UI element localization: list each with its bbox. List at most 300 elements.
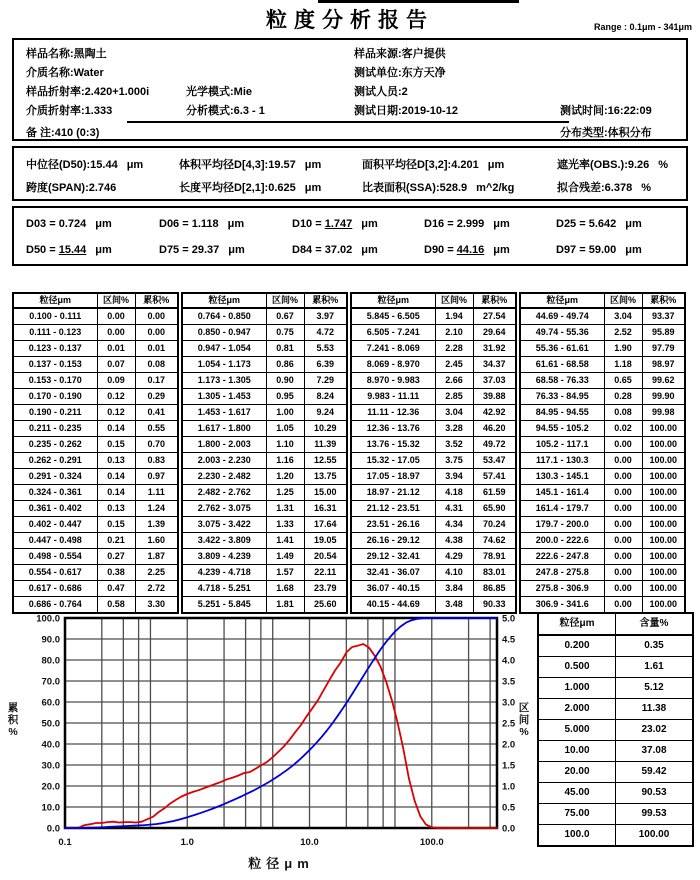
- cell-size-range: 2.230 - 2.482: [182, 469, 266, 485]
- field-value: 2.420+1.000i: [84, 86, 150, 98]
- table-row: [13, 308, 178, 325]
- d-value-number: 1.118: [191, 218, 219, 230]
- cell-size-range: 1.173 - 1.305: [182, 373, 266, 389]
- cell-size-range: 0.498 - 0.554: [13, 549, 97, 565]
- cell-interval: 3.48: [435, 597, 473, 614]
- summary-item: [362, 179, 514, 195]
- cell-cumulative: 100.00: [642, 565, 685, 581]
- cell-size-range: 3.075 - 3.422: [182, 517, 266, 533]
- table-row: [13, 453, 178, 469]
- cell-interval: 0.81: [266, 341, 304, 357]
- summary-unit: %: [641, 182, 651, 194]
- cell-size-range: 55.36 - 61.61: [520, 341, 604, 357]
- d-value-number: 2.999: [456, 218, 485, 230]
- distribution-table-group: [519, 292, 686, 614]
- cell-size-range: 84.95 - 94.55: [520, 405, 604, 421]
- cell-cumulative: 2.72: [135, 581, 178, 597]
- table-row: [182, 469, 347, 485]
- summary-item: [557, 156, 668, 172]
- right-axis-tick: 1.5: [502, 760, 516, 772]
- cell-interval: 0.65: [604, 373, 642, 389]
- cell-size-range: 145.1 - 161.4: [520, 485, 604, 501]
- table-row: [13, 533, 178, 549]
- table-row: [13, 581, 178, 597]
- column-header: 累积%: [473, 293, 516, 308]
- d-value-unit: μm: [228, 244, 245, 256]
- cell-interval: 0.13: [97, 453, 135, 469]
- cell-interval: 0.90: [266, 373, 304, 389]
- cell-cumulative: 13.75: [304, 469, 347, 485]
- cell-size-range: 0.554 - 0.617: [13, 565, 97, 581]
- table-row: [351, 373, 516, 389]
- cell-size-range: 7.241 - 8.069: [351, 341, 435, 357]
- cell-interval: 0.14: [97, 421, 135, 437]
- cell-cumulative: 0.01: [135, 341, 178, 357]
- table-row: [520, 437, 685, 453]
- right-axis-title: 区间%: [518, 702, 530, 738]
- cell-size-range: 0.617 - 0.686: [13, 581, 97, 597]
- cell-interval: 0.00: [604, 597, 642, 614]
- table-row: [520, 373, 685, 389]
- cell-value: 0.35: [616, 635, 694, 657]
- cell-interval: 1.25: [266, 485, 304, 501]
- cell-cumulative: 93.37: [642, 308, 685, 325]
- cell-interval: 0.27: [97, 549, 135, 565]
- cell-cumulative: 7.29: [304, 373, 347, 389]
- cell-value: 5.12: [616, 678, 694, 699]
- summary-item: [179, 156, 321, 172]
- cell-size-range: 1.054 - 1.173: [182, 357, 266, 373]
- left-axis-tick: 10.0: [41, 802, 60, 814]
- cell-cumulative: 1.24: [135, 501, 178, 517]
- table-row: [520, 325, 685, 341]
- right-axis-tick: 0.5: [502, 802, 516, 814]
- cell-interval: 0.12: [97, 389, 135, 405]
- cell-interval: 4.34: [435, 517, 473, 533]
- cell-cumulative: 0.00: [135, 325, 178, 341]
- right-axis-tick: 3.5: [502, 676, 516, 688]
- field-value: 2: [401, 86, 408, 98]
- d-value-unit: μm: [625, 244, 642, 256]
- cell-interval: 0.58: [97, 597, 135, 614]
- cell-interval: 1.16: [266, 453, 304, 469]
- summary-unit: μm: [304, 182, 322, 194]
- content-table: [537, 612, 694, 847]
- cell-value: 20.00: [538, 762, 616, 783]
- table-row: [13, 373, 178, 389]
- cell-size-range: 0.686 - 0.764: [13, 597, 97, 614]
- d-value-item: [26, 218, 112, 230]
- d-value-item: [159, 244, 245, 256]
- table-row: [351, 308, 516, 325]
- cell-cumulative: 12.55: [304, 453, 347, 469]
- d-value-label: D06 =: [159, 218, 192, 230]
- d-value-label: D50 =: [26, 244, 59, 256]
- cell-cumulative: 86.85: [473, 581, 516, 597]
- cell-value: 37.08: [616, 741, 694, 762]
- d-value-number: 1.747: [324, 218, 353, 230]
- d-value-unit: μm: [95, 244, 112, 256]
- left-axis-tick: 20.0: [41, 781, 60, 793]
- cell-size-range: 0.291 - 0.324: [13, 469, 97, 485]
- column-header: 粒径μm: [182, 293, 266, 308]
- cell-size-range: 29.12 - 32.41: [351, 549, 435, 565]
- cell-size-range: 49.74 - 55.36: [520, 325, 604, 341]
- cell-interval: 0.00: [604, 469, 642, 485]
- cell-size-range: 2.003 - 2.230: [182, 453, 266, 469]
- field-label: 测试人员:: [354, 86, 402, 98]
- table-row: [538, 699, 693, 720]
- cell-interval: 1.57: [266, 565, 304, 581]
- cell-cumulative: 31.92: [473, 341, 516, 357]
- table-row: [351, 325, 516, 341]
- table-header-row: [182, 293, 347, 308]
- table-row: [13, 485, 178, 501]
- cell-interval: 0.07: [97, 357, 135, 373]
- cell-size-range: 26.16 - 29.12: [351, 533, 435, 549]
- cell-size-range: 94.55 - 105.2: [520, 421, 604, 437]
- table-row: [351, 549, 516, 565]
- cell-size-range: 0.850 - 0.947: [182, 325, 266, 341]
- field-medium-name: [26, 64, 104, 80]
- cell-interval: 1.68: [266, 581, 304, 597]
- cell-cumulative: 1.87: [135, 549, 178, 565]
- cell-interval: 0.86: [266, 357, 304, 373]
- cell-interval: 0.00: [604, 437, 642, 453]
- cell-size-range: 23.51 - 26.16: [351, 517, 435, 533]
- table-row: [538, 720, 693, 741]
- summary-unit: μm: [126, 159, 144, 171]
- cell-size-range: 4.239 - 4.718: [182, 565, 266, 581]
- table-row: [13, 357, 178, 373]
- d-value-unit: μm: [361, 244, 378, 256]
- cell-cumulative: 37.03: [473, 373, 516, 389]
- cell-interval: 0.14: [97, 469, 135, 485]
- left-axis-title: 累积%: [7, 702, 19, 738]
- distribution-chart: [0, 612, 532, 875]
- cell-size-range: 0.111 - 0.123: [13, 325, 97, 341]
- cell-size-range: 3.422 - 3.809: [182, 533, 266, 549]
- cell-interval: 0.00: [604, 533, 642, 549]
- column-header: 累积%: [642, 293, 685, 308]
- cell-interval: 3.75: [435, 453, 473, 469]
- cell-cumulative: 100.00: [642, 517, 685, 533]
- cell-interval: 0.21: [97, 533, 135, 549]
- cell-cumulative: 100.00: [642, 597, 685, 614]
- summary-text: 长度平均径D[2,1]:0.625: [179, 182, 296, 194]
- cell-cumulative: 1.60: [135, 533, 178, 549]
- table-header-row: [538, 613, 693, 635]
- field-label: 测试时间:: [560, 105, 608, 117]
- cell-value: 59.42: [616, 762, 694, 783]
- summary-item: [26, 156, 143, 172]
- summary-unit: μm: [487, 159, 505, 171]
- field-sample-name: [26, 45, 107, 61]
- summary-text: 拟合残差:6.378: [557, 182, 633, 194]
- d-value-label: D90 =: [424, 244, 457, 256]
- cell-cumulative: 65.90: [473, 501, 516, 517]
- cell-cumulative: 29.64: [473, 325, 516, 341]
- cell-cumulative: 27.54: [473, 308, 516, 325]
- cell-cumulative: 10.29: [304, 421, 347, 437]
- table-row: [520, 453, 685, 469]
- cell-size-range: 247.8 - 275.8: [520, 565, 604, 581]
- cell-size-range: 0.211 - 0.235: [13, 421, 97, 437]
- column-header: 累积%: [135, 293, 178, 308]
- cell-cumulative: 95.89: [642, 325, 685, 341]
- cell-size-range: 68.58 - 76.33: [520, 373, 604, 389]
- cell-cumulative: 34.37: [473, 357, 516, 373]
- cell-cumulative: 99.98: [642, 405, 685, 421]
- table-row: [351, 357, 516, 373]
- cell-value: 23.02: [616, 720, 694, 741]
- field-tester: [354, 83, 408, 99]
- field-label: 分布类型:: [560, 127, 608, 139]
- summary-item: [362, 156, 504, 172]
- field-value: 1.333: [84, 105, 113, 117]
- sample-info-panel: [12, 38, 688, 141]
- field-dist-type: [560, 124, 652, 140]
- cell-cumulative: 19.05: [304, 533, 347, 549]
- table-row: [520, 581, 685, 597]
- field-value: 黑陶土: [73, 48, 107, 60]
- column-header: 粒径μm: [520, 293, 604, 308]
- field-value: 客户提供: [401, 48, 446, 60]
- cell-interval: 0.00: [604, 485, 642, 501]
- cell-cumulative: 0.41: [135, 405, 178, 421]
- summary-panel: [12, 146, 688, 201]
- d-value-number: 59.00: [588, 244, 617, 256]
- cell-cumulative: 49.72: [473, 437, 516, 453]
- table-row: [520, 469, 685, 485]
- table-row: [182, 389, 347, 405]
- cell-interval: 0.02: [604, 421, 642, 437]
- d-value-number: 15.44: [58, 244, 87, 256]
- left-axis-tick: 0.0: [46, 823, 60, 835]
- cell-size-range: 161.4 - 179.7: [520, 501, 604, 517]
- cell-cumulative: 100.00: [642, 533, 685, 549]
- field-sample-ri: [26, 83, 149, 99]
- cell-cumulative: 17.64: [304, 517, 347, 533]
- table-row: [182, 308, 347, 325]
- cell-size-range: 275.8 - 306.9: [520, 581, 604, 597]
- table-row: [13, 517, 178, 533]
- cell-interval: 0.00: [604, 581, 642, 597]
- cell-cumulative: 4.72: [304, 325, 347, 341]
- d-value-unit: μm: [227, 218, 245, 230]
- cell-size-range: 36.07 - 40.15: [351, 581, 435, 597]
- x-axis-tick: 10.0: [300, 837, 319, 848]
- cell-value: 0.500: [538, 657, 616, 678]
- cell-size-range: 0.361 - 0.402: [13, 501, 97, 517]
- cell-size-range: 0.764 - 0.850: [182, 308, 266, 325]
- cell-size-range: 130.3 - 145.1: [520, 469, 604, 485]
- cell-cumulative: 53.47: [473, 453, 516, 469]
- cell-size-range: 44.69 - 49.74: [520, 308, 604, 325]
- right-axis-tick: 3.0: [502, 697, 516, 709]
- d-value-label: D25 =: [556, 218, 589, 230]
- field-label: 样品来源:: [354, 48, 402, 60]
- cell-value: 11.38: [616, 699, 694, 720]
- cell-size-range: 17.05 - 18.97: [351, 469, 435, 485]
- d-value-label: D75 =: [159, 244, 192, 256]
- cell-interval: 0.01: [97, 341, 135, 357]
- d-value-number: 0.724: [58, 218, 87, 230]
- cell-value: 99.53: [616, 804, 694, 825]
- summary-text: 比表面积(SSA):528.9: [362, 182, 468, 194]
- d-value-number: 37.02: [324, 244, 353, 256]
- cell-interval: 0.75: [266, 325, 304, 341]
- cell-interval: 2.52: [604, 325, 642, 341]
- cell-interval: 0.00: [604, 565, 642, 581]
- cell-size-range: 0.170 - 0.190: [13, 389, 97, 405]
- field-label: 介质名称:: [26, 67, 74, 79]
- table-row: [182, 597, 347, 614]
- column-header: 粒径μm: [351, 293, 435, 308]
- cell-size-range: 200.0 - 222.6: [520, 533, 604, 549]
- d-value-unit: μm: [493, 218, 510, 230]
- d-value-item: [26, 244, 112, 256]
- field-label: 备 注:: [26, 127, 55, 139]
- field-medium-ri: [26, 102, 112, 118]
- summary-text: 中位径(D50):15.44: [26, 159, 118, 171]
- cell-interval: 1.18: [604, 357, 642, 373]
- cell-interval: 0.09: [97, 373, 135, 389]
- cell-cumulative: 0.97: [135, 469, 178, 485]
- cell-value: 1.61: [616, 657, 694, 678]
- table-row: [182, 405, 347, 421]
- cell-interval: 0.47: [97, 581, 135, 597]
- field-value: 410 (0:3): [54, 127, 100, 139]
- cell-size-range: 76.33 - 84.95: [520, 389, 604, 405]
- table-row: [538, 783, 693, 804]
- cell-size-range: 1.305 - 1.453: [182, 389, 266, 405]
- field-value: 2019-10-12: [401, 105, 458, 117]
- table-row: [182, 517, 347, 533]
- cell-cumulative: 100.00: [642, 453, 685, 469]
- cell-interval: 4.29: [435, 549, 473, 565]
- cell-interval: 0.38: [97, 565, 135, 581]
- cell-size-range: 0.262 - 0.291: [13, 453, 97, 469]
- cell-cumulative: 97.79: [642, 341, 685, 357]
- cell-cumulative: 23.79: [304, 581, 347, 597]
- right-axis-tick: 5.0: [502, 613, 516, 625]
- cell-size-range: 40.15 - 44.69: [351, 597, 435, 614]
- left-axis-tick: 50.0: [41, 718, 60, 730]
- table-row: [182, 373, 347, 389]
- table-row: [13, 437, 178, 453]
- field-label: 样品名称:: [26, 48, 74, 60]
- cell-size-range: 13.76 - 15.32: [351, 437, 435, 453]
- cell-cumulative: 16.31: [304, 501, 347, 517]
- cell-cumulative: 98.97: [642, 357, 685, 373]
- cell-cumulative: 5.53: [304, 341, 347, 357]
- table-row: [520, 597, 685, 614]
- field-value: Mie: [233, 86, 253, 98]
- cell-size-range: 179.7 - 200.0: [520, 517, 604, 533]
- cell-size-range: 222.6 - 247.8: [520, 549, 604, 565]
- cell-cumulative: 3.30: [135, 597, 178, 614]
- table-row: [538, 741, 693, 762]
- table-row: [520, 533, 685, 549]
- cell-cumulative: 1.39: [135, 517, 178, 533]
- field-label: 样品折射率:: [26, 86, 85, 98]
- column-header: 含量%: [616, 613, 694, 635]
- cell-cumulative: 70.24: [473, 517, 516, 533]
- field-value: 6.3 - 1: [233, 105, 265, 117]
- cell-cumulative: 15.00: [304, 485, 347, 501]
- right-axis-tick: 2.0: [502, 739, 516, 751]
- cell-interval: 1.49: [266, 549, 304, 565]
- cell-size-range: 0.324 - 0.361: [13, 485, 97, 501]
- cell-size-range: 5.251 - 5.845: [182, 597, 266, 614]
- table-row: [13, 469, 178, 485]
- cell-size-range: 5.845 - 6.505: [351, 308, 435, 325]
- left-axis-tick: 100.0: [36, 613, 60, 625]
- table-row: [351, 453, 516, 469]
- cell-interval: 0.28: [604, 389, 642, 405]
- cell-size-range: 2.762 - 3.075: [182, 501, 266, 517]
- cell-size-range: 0.190 - 0.211: [13, 405, 97, 421]
- cell-interval: 1.10: [266, 437, 304, 453]
- cell-cumulative: 22.11: [304, 565, 347, 581]
- d-value-item: [292, 218, 378, 230]
- cell-cumulative: 100.00: [642, 469, 685, 485]
- d-value-label: D03 =: [26, 218, 59, 230]
- distribution-table-group: [181, 292, 348, 614]
- cell-interval: 1.41: [266, 533, 304, 549]
- table-row: [538, 657, 693, 678]
- summary-unit: m^2/kg: [476, 182, 515, 194]
- left-axis-tick: 30.0: [41, 760, 60, 772]
- table-row: [182, 565, 347, 581]
- distribution-tables: [12, 292, 688, 614]
- table-row: [13, 421, 178, 437]
- table-row: [351, 517, 516, 533]
- distribution-table-group: [350, 292, 517, 614]
- table-row: [520, 308, 685, 325]
- cell-interval: 1.33: [266, 517, 304, 533]
- cell-interval: 0.15: [97, 437, 135, 453]
- column-header: 粒径μm: [538, 613, 616, 635]
- header-rule: [318, 0, 519, 3]
- d-value-unit: μm: [493, 244, 510, 256]
- cell-interval: 4.18: [435, 485, 473, 501]
- cell-interval: 2.45: [435, 357, 473, 373]
- cell-cumulative: 11.39: [304, 437, 347, 453]
- d-value-label: D16 =: [424, 218, 457, 230]
- x-axis-tick: 1.0: [180, 837, 194, 848]
- table-row: [538, 804, 693, 825]
- cell-cumulative: 83.01: [473, 565, 516, 581]
- cell-cumulative: 6.39: [304, 357, 347, 373]
- d-value-label: D84 =: [292, 244, 325, 256]
- cell-size-range: 18.97 - 21.12: [351, 485, 435, 501]
- table-row: [351, 533, 516, 549]
- field-value: 体积分布: [607, 127, 652, 139]
- cell-size-range: 11.11 - 12.36: [351, 405, 435, 421]
- page-title: 粒度分析报告: [266, 9, 434, 32]
- column-header: 区间%: [435, 293, 473, 308]
- cell-interval: 0.08: [604, 405, 642, 421]
- d-value-label: D10 =: [292, 218, 325, 230]
- right-axis-tick: 4.0: [502, 655, 516, 667]
- cell-interval: 3.52: [435, 437, 473, 453]
- cell-cumulative: 8.24: [304, 389, 347, 405]
- table-row: [182, 357, 347, 373]
- table-header-row: [520, 293, 685, 308]
- table-row: [13, 549, 178, 565]
